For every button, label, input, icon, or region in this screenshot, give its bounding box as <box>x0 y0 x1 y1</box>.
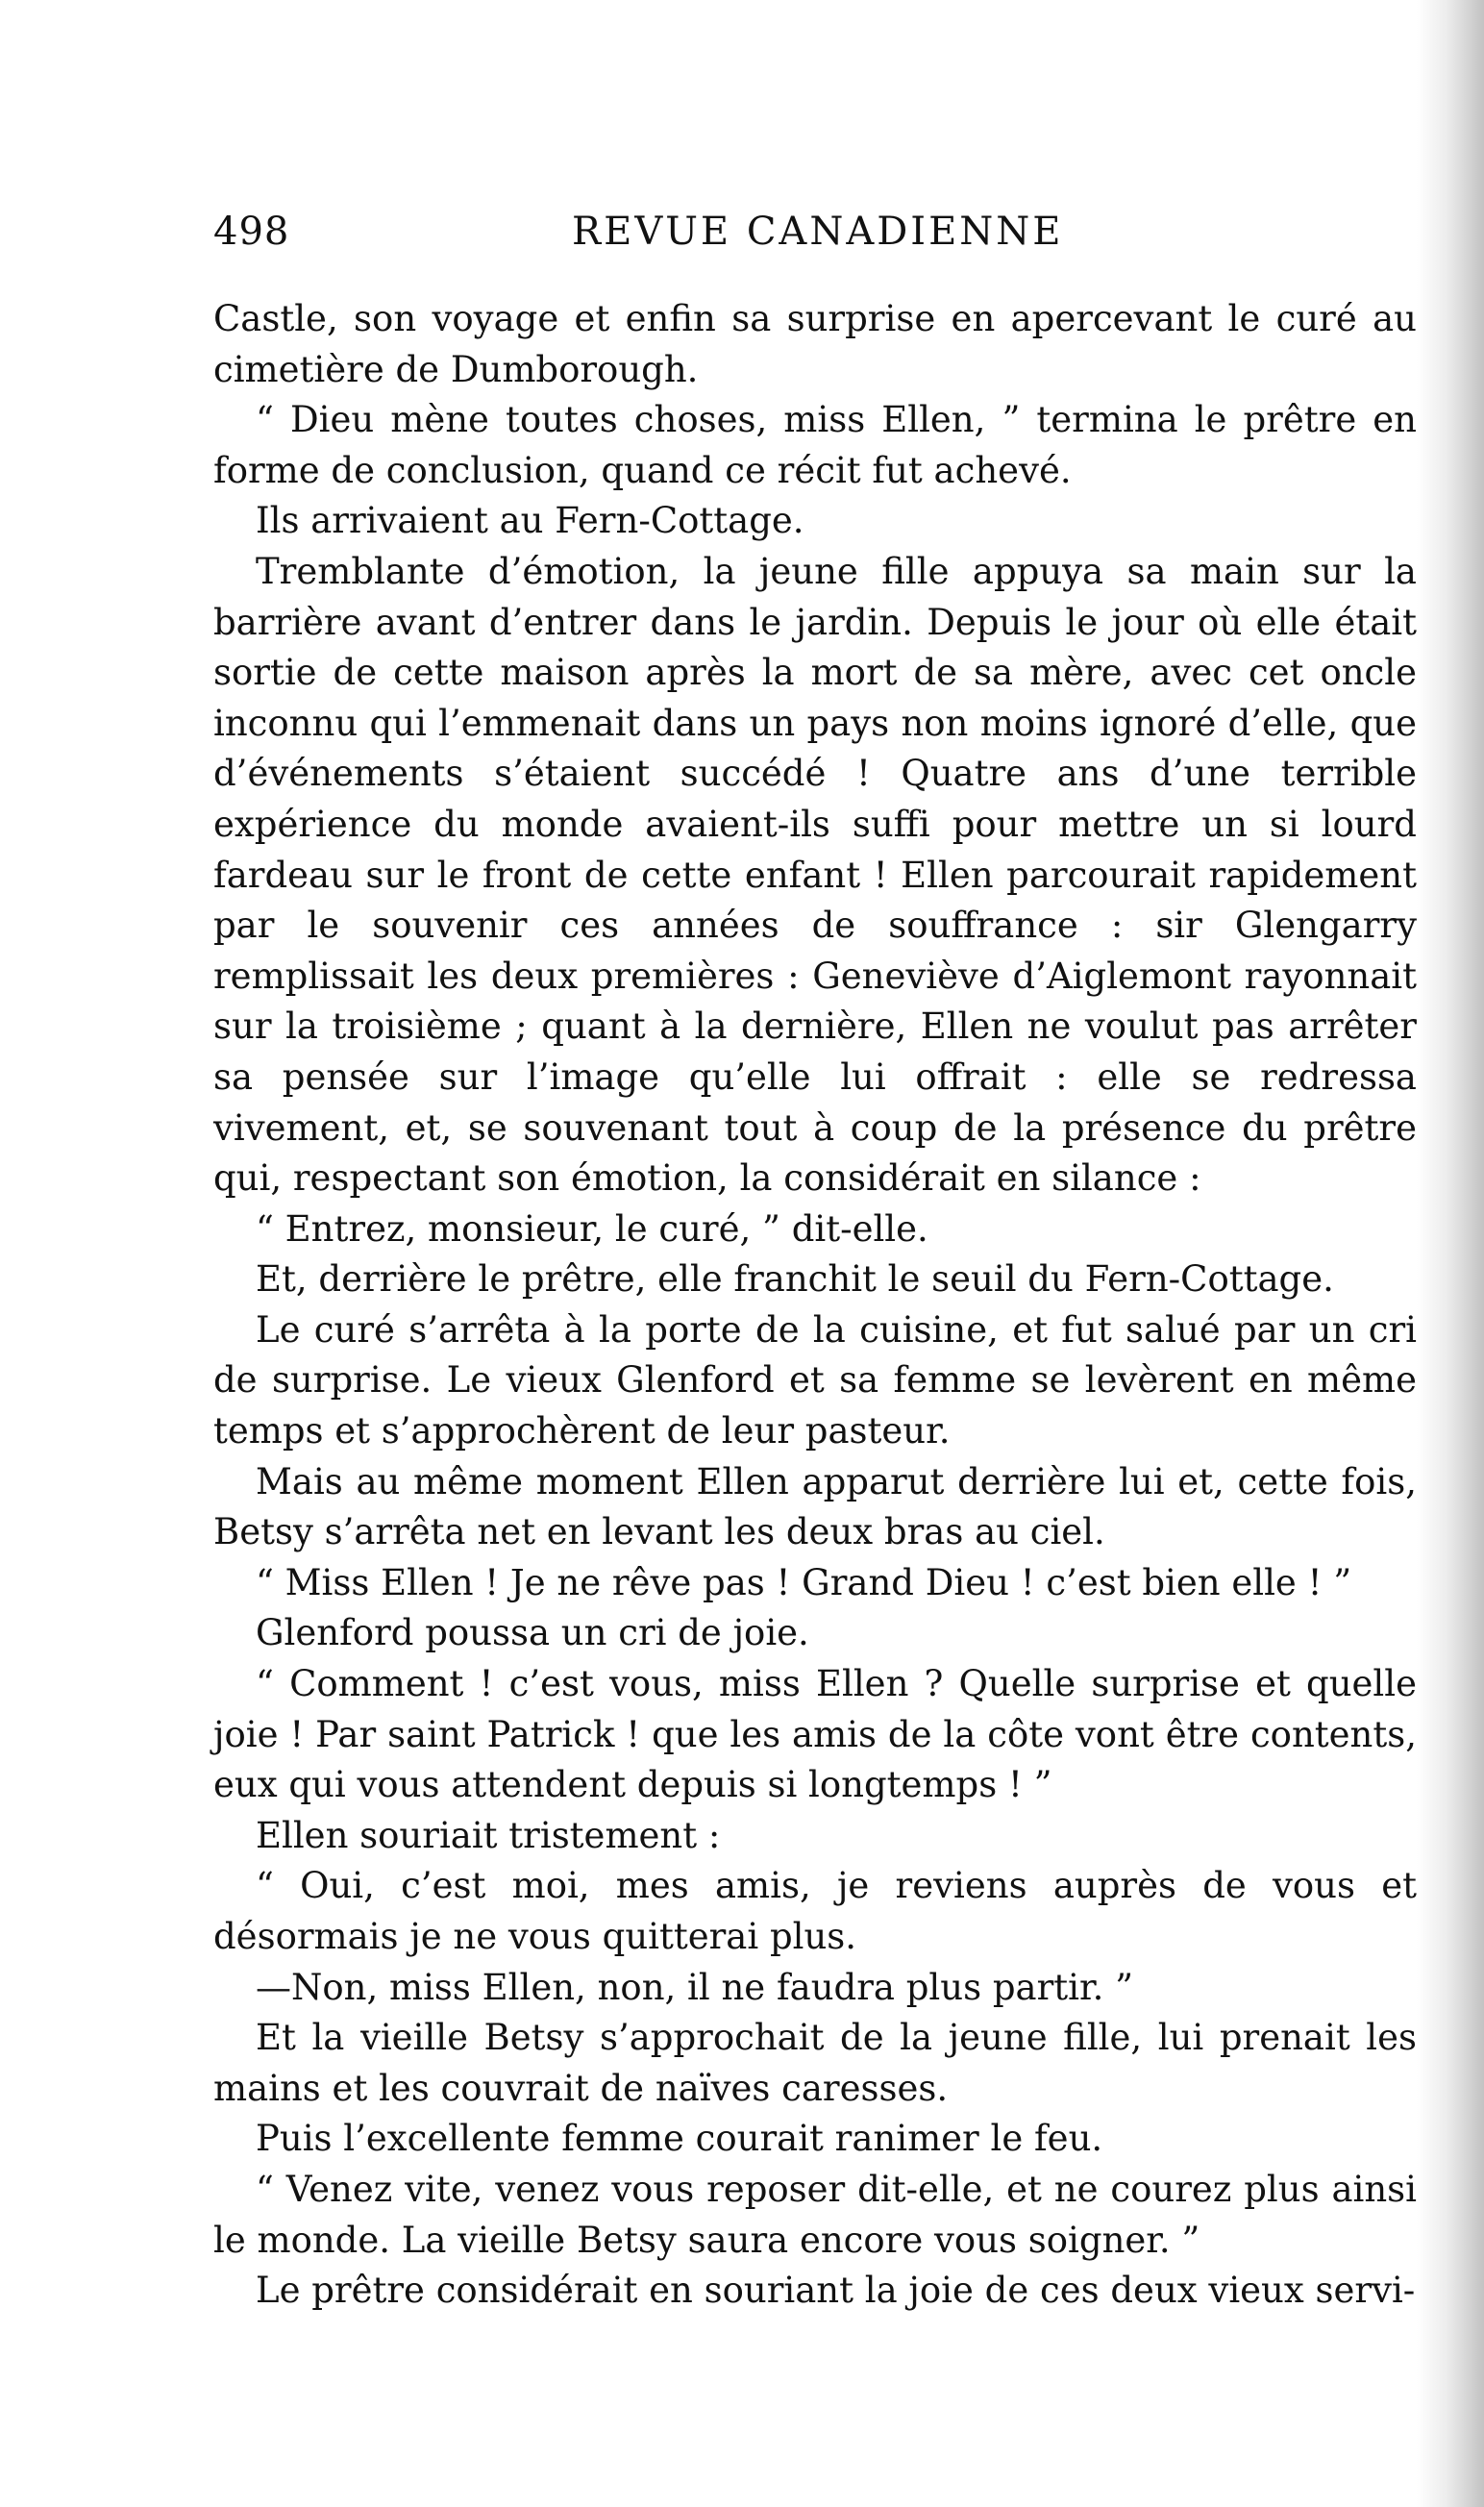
body-text <box>213 294 1417 2317</box>
paragraph: Glenford poussa un cri de joie. <box>256 1612 809 1654</box>
running-header <box>213 210 1338 267</box>
paragraph: “ Venez vite, venez vous reposer dit-elle, et ne courez plus ainsi le monde. La vieille Betsy saura encore vous soigner. ” <box>213 2168 1417 2261</box>
paragraph: Le prêtre considérait en souriant la joie de ces deux vieux servi- <box>256 2270 1416 2312</box>
paragraph: “ Entrez, monsieur, le curé, ” dit-elle. <box>256 1207 928 1250</box>
paragraph: Castle, son voyage et enfin sa surprise en apercevant le curé au cimetière de Dumborough. <box>213 298 1417 390</box>
paragraph: Ellen souriait tristement : <box>256 1814 721 1856</box>
paragraph: —Non, miss Ellen, non, il ne faudra plus partir. ” <box>256 1966 1134 2008</box>
paragraph: “ Comment ! c’est vous, miss Ellen ? Quelle surprise et quelle joie ! Par saint Patrick ! que les amis de la côte vont être contents, eux qui vous attendent depuis si longtemps ! ” <box>213 1663 1417 1806</box>
paragraph: Tremblante d’émotion, la jeune fille appuya sa main sur la barrière avant d’entrer dans le jardin. Depuis le jour où elle était sortie de cette maison après la mort de sa mère, avec cet oncle inconnu qui l’emmenait dans un pays non moins ignoré d’elle, que d’événements s’étaient succédé ! Quatre ans d’une terrible expérience du monde avaient-ils suffi pour mettre un si lourd fardeau sur le front de cette enfant ! Ellen parcourait rapidement par le souvenir ces années de souffrance : sir Glengarry remplissait les deux premières : Geneviève d’Aiglemont rayonnait sur la troisième ; quant à la dernière, Ellen ne voulut pas arrêter sa pensée sur l’image qu’elle lui offrait : elle se redressa vivement, et, se souvenant tout à coup de la présence du prêtre qui, respectant son émotion, la considérait en silance : <box>213 550 1417 1200</box>
paragraph: Le curé s’arrêta à la porte de la cuisine, et fut salué par un cri de surprise. Le vieux Glenford et sa femme se levèrent en même temps et s’approchèrent de leur pasteur. <box>213 1308 1417 1452</box>
paragraph: Mais au même moment Ellen apparut derrière lui et, cette fois, Betsy s’arrêta net en levant les deux bras au ciel. <box>213 1460 1417 1553</box>
paragraph: “ Miss Ellen ! Je ne rêve pas ! Grand Dieu ! c’est bien elle ! ” <box>256 1561 1352 1603</box>
page-edge-shadow <box>1417 0 1484 2507</box>
paragraph: “ Oui, c’est moi, mes amis, je reviens auprès de vous et désormais je ne vous quitterai plus. <box>213 1865 1417 1957</box>
paragraph: Ils arrivaient au Fern-Cottage. <box>256 500 804 542</box>
paragraph: Et, derrière le prêtre, elle franchit le seuil du Fern-Cottage. <box>256 1258 1334 1301</box>
paragraph: “ Dieu mène toutes choses, miss Ellen, ” termina le prêtre en forme de conclusion, quand ce récit fut achevé. <box>213 399 1417 491</box>
journal-title: REVUE CANADIENNE <box>572 210 1064 254</box>
page-number: 498 <box>213 210 290 254</box>
paragraph: Et la vieille Betsy s’approchait de la jeune fille, lui prenait les mains et les couvrait de naïves caresses. <box>213 2017 1417 2109</box>
paragraph: Puis l’excellente femme courait ranimer le feu. <box>256 2118 1103 2160</box>
